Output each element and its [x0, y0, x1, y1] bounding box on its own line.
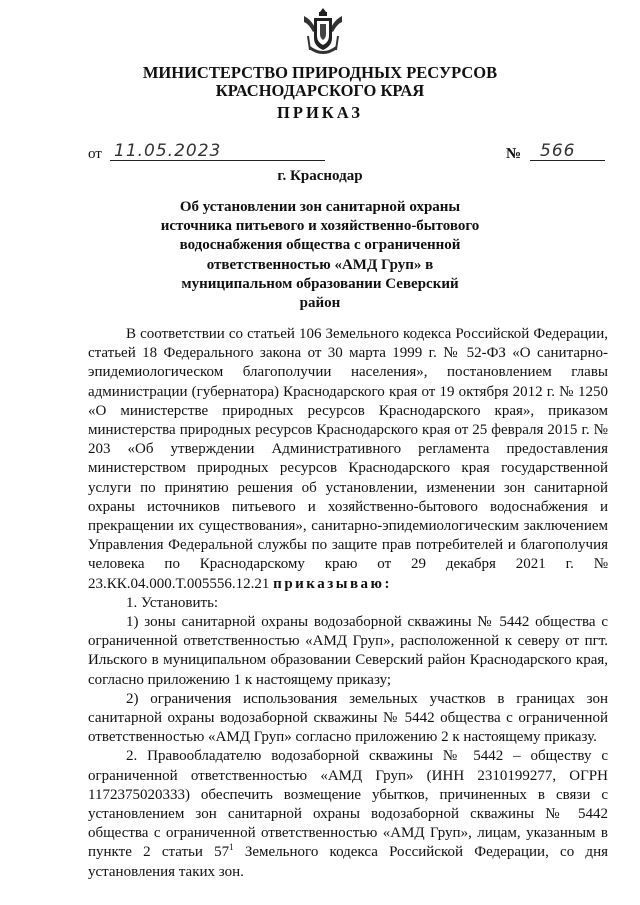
order-word: приказываю: — [273, 575, 393, 592]
preamble-paragraph — [88, 325, 608, 594]
number-value: 566 — [540, 141, 576, 161]
item-2 — [88, 747, 608, 881]
document-title: Об установлении зон санитарной охраны источника питьевого и хозяйственно-бытового водоснабжения общества с ограниченной ответственностью «АМД Груп» в муниципальном образовании Северский район — [160, 199, 480, 312]
document-type: ПРИКАЗ — [277, 103, 363, 122]
item-1-2: 2) ограничения использования земельных участков в границах зон санитарной охраны водозаборной скважины № 5442 общества с ограниченной ответственностью «АМД Груп» согласно приложению 2 к настоящему приказу. — [88, 690, 608, 746]
date-number-row — [88, 141, 606, 167]
preamble-text: В соответствии со статьей 106 Земельного кодекса Российской Федерации, статьей 18 Федерального закона от 30 марта 1999 г. № 52-ФЗ «О санитарно-эпидемиологическом благополучии населения», постановлением главы администрации (губернатора) Краснодарского края от 19 октября 2012 г. № 1250 «О министерстве природных ресурсов Краснодарского края», приказом министерства природных ресурсов Краснодарского края от 25 февраля 2015 г. № 203 «Об утверждении Административного регламента предоставления министерством природных ресурсов Краснодарского края государственной услуги по принятию решения об установлении, изменении зон санитарной охраны источников питьевого и хозяйственно-бытового водоснабжения и прекращении их существования», санитарно-эпидемиологическим заключением Управления Федеральной службы по защите прав потребителей и благополучия человека по Краснодарскому краю от 29 декабря 2021 г. № 23.КК.04.000.Т.005556.12.21 — [88, 326, 608, 592]
item-2-superscript: 1 — [229, 842, 234, 853]
number-label: № — [506, 146, 522, 162]
city: г. Краснодар — [277, 168, 363, 184]
date-label: от — [88, 146, 102, 162]
item-2-text: 2. Правообладателю водозаборной скважины № 5442 – обществу с ограниченной ответственностью «АМД Груп» (ИНН 2310199277, ОГРН 1172375020333) обеспечить возмещение убытков, причиненных в связи с установлением зон санитарной охраны водозаборной скважины № 5442 общества с ограниченной ответственностью «АМД Груп», лицам, указанным в пункте 2 статьи 57 — [88, 748, 608, 861]
document-body — [88, 325, 608, 882]
ministry-name-line2: КРАСНОДАРСКОГО КРАЯ — [215, 81, 425, 100]
item-1-1: 1) зоны санитарной охраны водозаборной скважины № 5442 общества с ограниченной ответственностью «АМД Груп», расположенной к северу от пгт. Ильского в муниципальном образовании Северский район Краснодарского края, согласно приложению 1 к настоящему приказу; — [88, 614, 608, 688]
ministry-name-line1: МИНИСТЕРСТВО ПРИРОДНЫХ РЕСУРСОВ — [142, 63, 498, 82]
coat-of-arms-emblem — [300, 6, 346, 58]
item-1-heading: 1. Установить: — [126, 594, 219, 611]
date-value: 11.05.2023 — [114, 141, 222, 161]
item-2-text-end: Земельного кодекса Российской Федерации, со дня установления таких зон. — [88, 844, 608, 880]
